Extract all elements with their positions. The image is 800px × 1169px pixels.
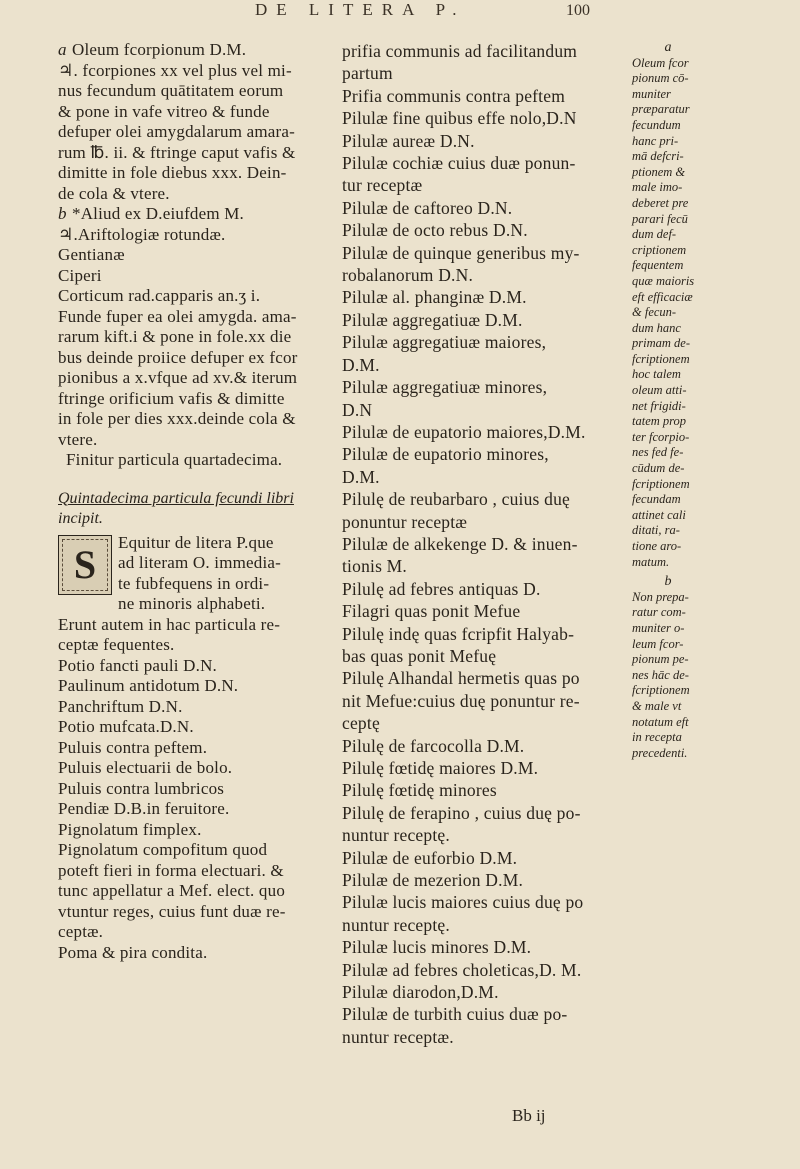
margin-note-line: muniter o- <box>632 620 685 635</box>
margin-note-line: notatum eft <box>632 714 689 729</box>
margin-note-line: muniter <box>632 86 671 101</box>
section-heading-line: incipit. <box>58 509 103 527</box>
text-line: ♃. fcorpiones xx vel plus vel mi- <box>58 60 292 80</box>
list-item: Pilulæ aggregatiuæ minores, <box>342 377 548 398</box>
list-item: Pilulæ de euforbio D.M. <box>342 847 518 868</box>
margin-note-line: in recepta <box>632 730 682 745</box>
list-item: Pilulę de reubarbaro , cuius duę <box>342 489 570 510</box>
list-item: Pilulæ fine quibus effe nolo,D.N <box>342 108 577 129</box>
list-item: ponuntur receptæ <box>342 511 468 532</box>
margin-note-line: tatem prop <box>632 414 687 429</box>
list-item: Puluis electuarii de bolo. <box>58 758 233 777</box>
list-item: D.N <box>342 399 373 420</box>
text-line: rarum kift.i & pone in fole.xx die <box>58 327 292 346</box>
list-item: nuntur receptę. <box>342 825 450 846</box>
margin-note-line: pionum pe- <box>632 652 689 667</box>
margin-note-line: fecundum <box>632 117 681 132</box>
text-line: ftringe orificium vafis & dimitte <box>58 388 285 408</box>
margin-note-line: leum fcor- <box>632 636 684 651</box>
margin-note-line: Non prepa- <box>632 589 689 604</box>
recipe-b-title: *Aliud ex D.eiufdem M. <box>72 204 245 223</box>
text-line: in fole per dies xxx.deinde cola & <box>58 409 296 428</box>
list-item: Pilulæ aureæ D.N. <box>342 130 475 151</box>
margin-note-line: pionum cō- <box>632 71 689 86</box>
margin-note-line: cūdum de- <box>632 461 685 476</box>
section-heading <box>58 489 313 529</box>
margin-note-line: net frigidi- <box>632 398 686 413</box>
list-item: Pilulæ ad febres choleticas,D. M. <box>342 959 582 980</box>
list-item: Pilulę fœtidę minores <box>342 780 497 801</box>
list-item: robalanorum D.N. <box>342 265 474 286</box>
text-line: rum ℔. ii. & ftringe caput vafis & <box>58 142 296 162</box>
list-item: prifia communis ad facilitandum <box>342 41 578 61</box>
margin-note-line: precedenti. <box>632 745 688 760</box>
list-item: tur receptæ <box>342 175 423 196</box>
margin-note-line: Oleum fcor <box>632 55 689 70</box>
text-line: vtere. <box>58 429 98 449</box>
list-item: Puluis contra lumbricos <box>58 778 225 798</box>
margin-note-line: eft efficaciæ <box>632 289 693 304</box>
margin-note-line: præparatur <box>632 102 690 117</box>
margin-note-line: matum. <box>632 554 670 569</box>
list-item: Pilulę ad febres antiquas D. <box>342 578 541 599</box>
list-item: Pilulæ lucis minores D.M. <box>342 937 532 958</box>
recipe-b <box>58 204 313 471</box>
margin-note-line: male imo- <box>632 180 683 195</box>
margin-note-line: quæ maioris <box>632 273 695 288</box>
list-item: Pilulæ de eupatorio maiores,D.M. <box>342 421 586 442</box>
text-line: defuper olei amygdalarum amara- <box>58 122 296 141</box>
decorated-initial <box>58 535 112 595</box>
margin-note-line: & male vt <box>632 698 682 713</box>
list-item: Potio fancti pauli D.N. <box>58 655 217 675</box>
margin-note-line: fcriptionem <box>632 351 690 366</box>
list-item: Pilulæ cochiæ cuius duæ ponun- <box>342 153 576 174</box>
recipe-a <box>58 40 313 204</box>
margin-note-line: ratur com- <box>632 605 686 620</box>
text-line: Corticum rad.capparis an.ʒ i. <box>58 286 261 305</box>
margin-note-line: mā defcri- <box>632 149 684 164</box>
margin-note-line: parari fecū <box>632 211 688 226</box>
margin-note-line: ter fcorpio- <box>632 429 690 444</box>
text-line: tunc appellatur a Mef. elect. quo <box>58 881 286 900</box>
text-line: bus deinde proiice defuper ex fcor <box>58 347 298 367</box>
margin-note-line: hanc pri- <box>632 133 679 148</box>
text-line: Erunt autem in hac particula re- <box>58 614 281 634</box>
text-line: ceptæ fequentes. <box>58 635 175 654</box>
margin-note-line: & fecun- <box>632 305 677 320</box>
margin-note-line: nes fed fe- <box>632 445 684 460</box>
list-item: nuntur receptę. <box>342 914 450 935</box>
list-item: Pilulæ de eupatorio minores, <box>342 444 549 465</box>
margin-note-line: criptionem <box>632 242 687 257</box>
list-item: Pilulæ aggregatiuæ maiores, <box>342 332 547 353</box>
text-line: ceptæ. <box>58 922 104 941</box>
margin-note-line: fcriptionem <box>632 476 690 491</box>
margin-note-line: dum def- <box>632 227 677 242</box>
text-line: dimitte in fole diebus xxx. Dein- <box>58 163 287 182</box>
text-line: Ciperi <box>58 265 102 285</box>
opening-paragraph <box>58 533 313 615</box>
list-item: Filagri quas ponit Mefue <box>342 601 521 622</box>
recipe-b-title-line <box>58 204 313 225</box>
margin-note-line: fecundam <box>632 492 681 507</box>
recipe-a-title-line <box>58 40 313 61</box>
list-item: Pilulæ diarodon,D.M. <box>342 982 499 1003</box>
list-item: D.M. <box>342 354 380 375</box>
list-item: Puluis contra peftem. <box>58 737 208 757</box>
recipe-a-title: Oleum fcorpionum D.M. <box>72 40 247 59</box>
margin-note-line: oleum atti- <box>632 383 687 398</box>
list-item: Pilulæ de octo rebus D.N. <box>342 220 528 241</box>
list-item: Pignolatum compofitum quod <box>58 840 268 859</box>
list-item: bas quas ponit Mefuę <box>342 645 497 666</box>
text-line: ad literam O. immedia- <box>118 553 282 572</box>
margin-note-marker-b: b <box>664 574 672 590</box>
text-line: Funde fuper ea olei amygda. ama- <box>58 306 297 326</box>
text-line: & pone in vafe vitreo & funde <box>58 101 270 121</box>
margin-note-line: deberet pre <box>632 195 689 210</box>
list-item: Panchriftum D.N. <box>58 696 183 716</box>
margin-note-line: primam de- <box>632 336 690 351</box>
list-item: Pilulę indę quas fcripfit Halyab- <box>342 623 575 644</box>
margin-note-line: hoc talem <box>632 367 681 382</box>
text-line: nus fecundum quātitatem eorum <box>58 81 284 100</box>
list-item: partum <box>342 63 393 84</box>
margin-notes <box>632 40 704 761</box>
list-item: Pilulę de ferapino , cuius duę po- <box>342 802 581 823</box>
list-item: Paulinum antidotum D.N. <box>58 676 239 695</box>
spacer <box>58 471 313 489</box>
margin-note-line: tione aro- <box>632 539 682 553</box>
list-item: ceptę <box>342 713 380 734</box>
text-line: de cola & vtere. <box>58 183 170 203</box>
list-item: Prifia communis contra peftem <box>342 85 566 106</box>
list-item: Pilulæ de quinque generibus my- <box>342 242 580 263</box>
text-line: Finitur particula quartadecima. <box>66 450 283 469</box>
margin-note-line: ditati, ra- <box>632 523 680 538</box>
list-item: Pilulæ aggregatiuæ D.M. <box>342 309 523 330</box>
list-item: Pilulæ de alkekenge D. & inuen- <box>342 533 578 554</box>
list-item: Pilulę fœtidę maiores D.M. <box>342 758 539 778</box>
list-item: Pilulę de farcocolla D.M. <box>342 735 525 756</box>
list-item: Pilulę Alhandal hermetis quas po <box>342 668 580 689</box>
margin-note-line: fequentem <box>632 258 684 273</box>
text-line: ♃.Ariftologiæ rotundæ. <box>58 224 226 244</box>
running-head: DE LITERA P. <box>255 0 466 19</box>
page-number: 100 <box>566 2 590 19</box>
list-item: nuntur receptæ. <box>342 1026 454 1047</box>
list-item: tionis M. <box>342 556 408 577</box>
list-item: Pilulæ de turbith cuius duæ po- <box>342 1004 568 1025</box>
note-marker-a: a <box>58 40 67 59</box>
text-line: ne minoris alphabeti. <box>118 594 266 613</box>
list-item: Pignolatum fimplex. <box>58 819 202 839</box>
list-item: Poma & pira condita. <box>58 942 208 962</box>
decorated-initial-letter: S <box>73 542 97 587</box>
text-line: poteft fieri in forma electuari. & <box>58 860 284 880</box>
text-line: Gentianæ <box>58 245 125 264</box>
note-marker-b: b <box>58 204 67 223</box>
text-line: vtuntur reges, cuius funt duæ re- <box>58 901 286 921</box>
list-item: Potio mufcata.D.N. <box>58 717 194 736</box>
text-line: pionibus a x.vfque ad xv.& iterum <box>58 368 298 387</box>
margin-note-line: attinet cali <box>632 507 686 522</box>
middle-column <box>342 40 624 1048</box>
list-item: Pilulæ de mezerion D.M. <box>342 870 524 891</box>
section-heading-line: Quintadecima particula fecundi libri <box>58 489 294 507</box>
list-item: nit Mefue:cuius duę ponuntur re- <box>342 690 580 711</box>
text-line: Equitur de litera P.que <box>118 532 274 552</box>
list-item: Pilulæ de caftoreo D.N. <box>342 197 513 218</box>
catchword: Bb ij <box>512 1106 546 1125</box>
margin-note-marker-a: a <box>664 40 672 55</box>
margin-note-line: nes hāc de- <box>632 667 689 682</box>
list-item: Pendiæ D.B.in feruitore. <box>58 799 230 818</box>
list-item: Pilulæ lucis maiores cuius duę po <box>342 892 584 913</box>
margin-note-line: ptionem & <box>632 164 686 179</box>
list-item: D.M. <box>342 466 380 487</box>
margin-note-line: dum hanc <box>632 320 681 335</box>
margin-note-line: fcriptionem <box>632 683 690 698</box>
recipe-list-left <box>58 615 313 964</box>
text-line: te fubfequens in ordi- <box>118 573 270 593</box>
list-item: Pilulæ al. phanginæ D.M. <box>342 287 527 308</box>
left-column <box>58 40 313 963</box>
